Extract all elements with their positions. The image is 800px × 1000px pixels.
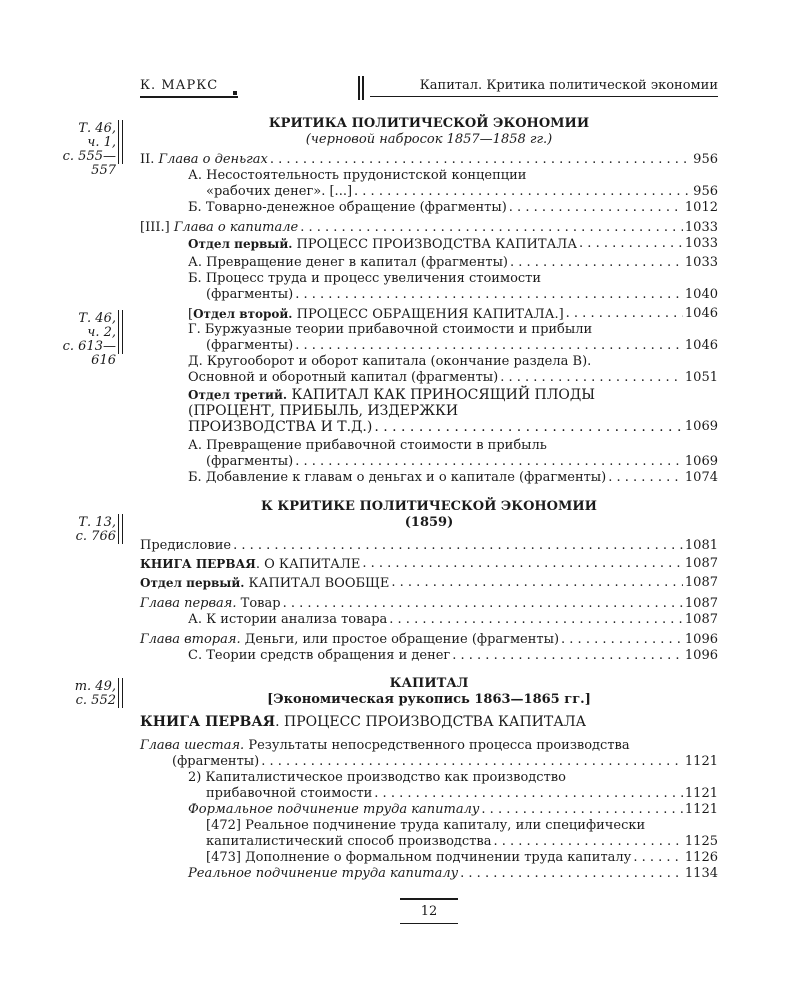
toc-entry: КНИГА ПЕРВАЯ. ПРОЦЕСС ПРОИЗВОДСТВА КАПИТАЛА: [140, 714, 587, 730]
ref-line: с. 552: [75, 693, 116, 708]
margin-ref-3: [40, 516, 116, 544]
toc-entry: Основной и оборотный капитал (фрагменты) . . . 1051: [188, 370, 718, 386]
toc-entry: Глава первая. Товар . . . 1087: [140, 596, 718, 612]
toc-entry: Глава вторая. Деньги, или простое обращение (фрагменты) . . . 1096: [140, 632, 718, 648]
toc-entry: Глава шестая. Результаты непосредственного процесса производства: [140, 738, 630, 753]
toc-entry: Д. Кругооборот и оборот капитала (окончание раздела В).: [188, 354, 592, 369]
page-number: 12: [420, 904, 438, 919]
toc-entry: Отдел первый. ПРОЦЕСС ПРОИЗВОДСТВА КАПИТАЛА . . . 1033: [188, 236, 718, 252]
header-author: К. МАРКС: [140, 78, 219, 93]
section-title: К КРИТИКЕ ПОЛИТИЧЕСКОЙ ЭКОНОМИИ: [261, 499, 597, 514]
margin-ref-bar: [118, 514, 123, 544]
toc-entry: А. Превращение денег в капитал (фрагменты) . . . 1033: [188, 255, 718, 271]
toc-entry: (фрагменты) . . . 1121: [172, 754, 718, 770]
ref-line: Т. 13,: [78, 515, 116, 530]
section-subtitle: (1859): [404, 515, 454, 530]
ref-line: Т. 46,: [78, 311, 116, 326]
toc-entry: (фрагменты) . . . 1069: [206, 454, 718, 470]
running-header: [140, 78, 718, 102]
toc-entry: [473] Дополнение о формальном подчинении труда капиталу . . . 1126: [206, 850, 718, 866]
toc-entry: прибавочной стоимости . . . 1121: [206, 786, 718, 802]
toc-entry: А. К истории анализа товара . . . 1087: [188, 612, 718, 628]
margin-ref-bar: [118, 678, 123, 708]
header-rule-right: [370, 96, 718, 97]
ref-line: ч. 1,: [87, 135, 116, 150]
header-book-title: Капитал. Критика политической экономии: [419, 78, 718, 93]
footer-rule-top: [400, 898, 458, 900]
margin-ref-1: [40, 122, 116, 178]
toc-entry: 2) Капиталистическое производство как производство: [188, 770, 566, 785]
toc-entry: II. Глава о деньгах . . . 956: [140, 152, 718, 168]
toc-entry: А. Превращение прибавочной стоимости в прибыль: [188, 438, 547, 453]
header-rule-left: [140, 96, 238, 98]
margin-ref-bar: [118, 120, 123, 164]
toc-entry: [472] Реальное подчинение труда капиталу, или специфически: [206, 818, 646, 833]
section-title: КРИТИКА ПОЛИТИЧЕСКОЙ ЭКОНОМИИ: [268, 116, 590, 131]
toc-entry: Предисловие . . . 1081: [140, 538, 718, 554]
ref-line: с. 613—616: [62, 339, 116, 368]
footer-rule-bottom: [400, 923, 458, 924]
toc-entry: (фрагменты) . . . 1040: [206, 287, 718, 303]
toc-entry: (ПРОЦЕНТ, ПРИБЫЛЬ, ИЗДЕРЖКИ: [188, 403, 459, 419]
toc-entry: капиталистический способ производства . . . 1125: [206, 834, 718, 850]
toc-entry: Б. Процесс труда и процесс увеличения стоимости: [188, 271, 542, 286]
margin-ref-4: [40, 680, 116, 708]
toc-entry: [Отдел второй. ПРОЦЕСС ОБРАЩЕНИЯ КАПИТАЛА.] . . . 1046: [188, 306, 718, 322]
section-subtitle: [Экономическая рукопись 1863—1865 гг.]: [267, 692, 591, 707]
toc-entry: Б. Добавление к главам о деньгах и о капитале (фрагменты) . . . 1074: [188, 470, 718, 486]
toc-entry: Б. Товарно-денежное обращение (фрагменты) . . . 1012: [188, 200, 718, 216]
ref-line: Т. 46,: [78, 121, 116, 136]
toc-entry: Формальное подчинение труда капиталу . . . 1121: [188, 802, 718, 818]
toc-entry: (фрагменты) . . . 1046: [206, 338, 718, 354]
section-subtitle: (черновой набросок 1857—1858 гг.): [305, 132, 553, 147]
toc-entry: Отдел первый. КАПИТАЛ ВООБЩЕ . . . 1087: [140, 575, 718, 591]
header-dot: [233, 91, 237, 95]
ref-line: с. 766: [75, 529, 116, 544]
margin-ref-2: [40, 312, 116, 368]
toc-entry: [III.] Глава о капитале . . . 1033: [140, 220, 718, 236]
toc-entry: ПРОИЗВОДСТВА И Т.Д.) . . . 1069: [188, 419, 718, 435]
ref-line: с. 555—557: [62, 149, 116, 178]
toc-entry: Отдел третий. КАПИТАЛ КАК ПРИНОСЯЩИЙ ПЛОДЫ: [188, 387, 596, 403]
toc-entry: КНИГА ПЕРВАЯ. О КАПИТАЛЕ . . . 1087: [140, 556, 718, 572]
section-title: КАПИТАЛ: [389, 676, 469, 691]
ref-line: т. 49,: [74, 679, 116, 694]
toc-entry: «рабочих денег». [...] . . . 956: [206, 184, 718, 200]
ref-line: ч. 2,: [87, 325, 116, 340]
toc-entry: Г. Буржуазные теории прибавочной стоимости и прибыли: [188, 322, 593, 337]
toc-entry: А. Несостоятельность прудонистской концепции: [188, 168, 527, 183]
toc-entry: Реальное подчинение труда капиталу . . . 1134: [188, 866, 718, 882]
toc-entry: С. Теории средств обращения и денег . . . 1096: [188, 648, 718, 664]
header-divider: [358, 76, 364, 100]
margin-ref-bar: [118, 310, 123, 354]
